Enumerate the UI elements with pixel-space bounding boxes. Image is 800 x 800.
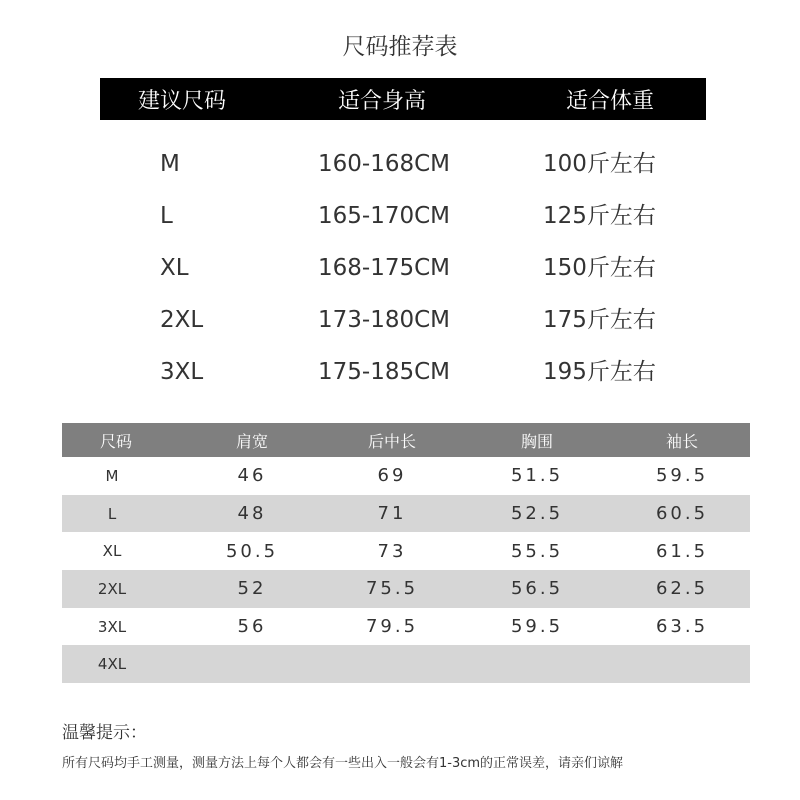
tips-title: 温馨提示： <box>62 723 147 743</box>
chest-cell: 55.5 <box>510 540 564 562</box>
recommend-table-header <box>100 78 706 120</box>
chest-cell <box>462 645 612 683</box>
shoulder-cell: 46 <box>237 465 267 487</box>
rec-height: 160-168CM <box>318 151 451 177</box>
recommend-row <box>0 300 800 340</box>
shoulder-cell: 52 <box>237 578 267 600</box>
page-title: 尺码推荐表 <box>342 34 458 60</box>
rec-weight: 100斤左右 <box>543 151 656 177</box>
table-row <box>62 495 750 533</box>
rec-weight: 175斤左右 <box>543 307 656 333</box>
rec-size: 3XL <box>160 359 204 385</box>
length-cell <box>317 645 467 683</box>
rec-height: 165-170CM <box>318 203 451 229</box>
size-cell: 3XL <box>97 617 127 636</box>
shoulder-cell: 50.5 <box>225 540 279 562</box>
length-cell: 75.5 <box>365 578 419 600</box>
col-size: 尺码 <box>100 431 133 451</box>
table-row <box>62 645 750 683</box>
col-chest: 胸围 <box>520 431 553 451</box>
sleeve-cell <box>607 645 757 683</box>
chest-cell: 52.5 <box>510 503 564 525</box>
measurement-table-header <box>62 423 750 457</box>
col-sleeve: 袖长 <box>665 431 698 451</box>
header-height: 适合身高 <box>338 88 427 114</box>
rec-height: 168-175CM <box>318 255 451 281</box>
rec-weight: 150斤左右 <box>543 255 656 281</box>
rec-height: 175-185CM <box>318 359 451 385</box>
size-cell: L <box>107 504 117 523</box>
size-cell: 2XL <box>97 579 127 598</box>
sleeve-cell: 63.5 <box>655 616 709 638</box>
tips-text: 所有尺码均手工测量，测量方法上每个人都会有一些出入一般会有1-3cm的正常误差，请亲们谅解 <box>62 756 624 771</box>
size-cell: M <box>105 466 119 485</box>
recommend-row <box>0 144 800 184</box>
chest-cell: 59.5 <box>510 616 564 638</box>
shoulder-cell: 56 <box>237 616 267 638</box>
size-cell: XL <box>102 542 122 561</box>
measurement-table <box>62 423 750 683</box>
sleeve-cell: 61.5 <box>655 540 709 562</box>
length-cell: 69 <box>377 465 407 487</box>
shoulder-cell: 48 <box>237 503 267 525</box>
sleeve-cell: 60.5 <box>655 503 709 525</box>
header-weight: 适合体重 <box>566 88 655 114</box>
rec-size: 2XL <box>160 307 204 333</box>
length-cell: 79.5 <box>365 616 419 638</box>
rec-weight: 125斤左右 <box>543 203 656 229</box>
size-cell: 4XL <box>97 655 127 674</box>
rec-height: 173-180CM <box>318 307 451 333</box>
length-cell: 73 <box>377 540 407 562</box>
sleeve-cell: 62.5 <box>655 578 709 600</box>
shoulder-cell <box>182 645 322 683</box>
table-row <box>62 608 750 646</box>
col-length: 后中长 <box>367 431 416 451</box>
chest-cell: 51.5 <box>510 465 564 487</box>
table-row <box>62 570 750 608</box>
table-row <box>62 457 750 495</box>
col-shoulder: 肩宽 <box>235 431 268 451</box>
rec-weight: 195斤左右 <box>543 359 656 385</box>
rec-size: XL <box>160 255 189 281</box>
recommend-row <box>0 196 800 236</box>
table-row <box>62 532 750 570</box>
recommend-row <box>0 248 800 288</box>
chest-cell: 56.5 <box>510 578 564 600</box>
recommend-row <box>0 352 800 392</box>
length-cell: 71 <box>377 503 407 525</box>
rec-size: L <box>160 203 173 229</box>
header-size: 建议尺码 <box>138 88 227 114</box>
rec-size: M <box>160 151 180 177</box>
sleeve-cell: 59.5 <box>655 465 709 487</box>
